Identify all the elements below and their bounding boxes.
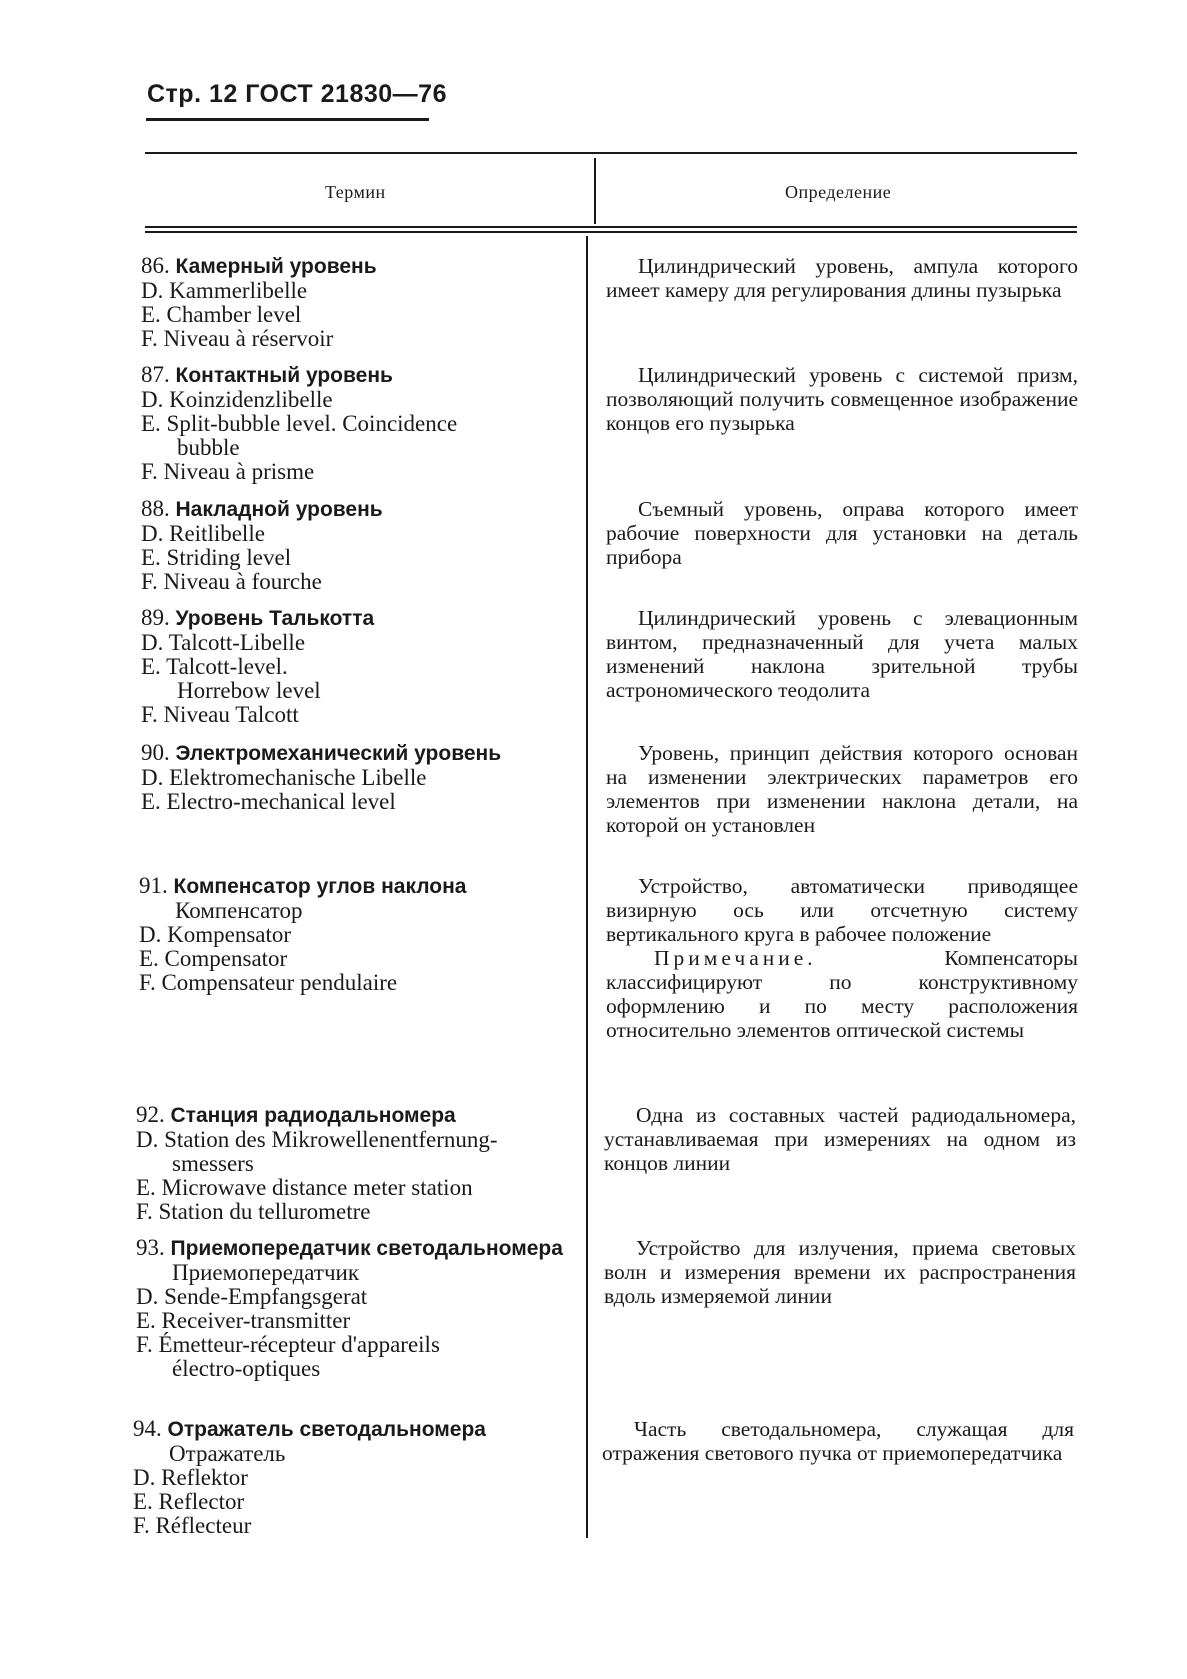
table-header-rule-double <box>145 231 1077 233</box>
column-divider <box>586 236 588 1538</box>
term-entry-88: 88. Накладной уровень D. Reitlibelle E. Striding level F. Niveau à fourche <box>141 496 383 594</box>
definition-94: Часть светодальномера, служащая для отражения светового пучка от приемопередатчика <box>602 1417 1074 1465</box>
definition-93: Устройство для излучения, приема световых волн и измерения времени их распространения вдоль измеряемой линии <box>604 1236 1076 1308</box>
table-header-rule <box>145 226 1077 228</box>
term-title: Отражатель светодальномера <box>167 1418 486 1441</box>
definition-87: Цилиндрический уровень с системой призм, позволяющий получить совмещенное изображение концов его пузырька <box>606 363 1078 435</box>
header-rule <box>146 118 429 121</box>
definition-88: Съемный уровень, оправа которого имеет рабочие поверхности для установки на деталь прибора <box>606 497 1078 569</box>
note-text: Компенсаторы классифицируют по конструктивному оформлению и по месту расположения относительно элементов оптической системы <box>606 946 1078 1042</box>
column-header-divider <box>594 158 596 224</box>
definition-86: Цилиндрический уровень, ампула которого имеет камеру для регулирования длины пузырька <box>606 254 1078 302</box>
column-header-definition: Определение <box>785 182 892 202</box>
term-title: Станция радиодальномера <box>170 1104 456 1127</box>
note-label: Примечание. <box>654 946 817 970</box>
table-top-rule <box>145 152 1077 154</box>
term-title: Электромеханический уровень <box>175 742 502 765</box>
term-title: Камерный уровень <box>175 255 377 278</box>
definition-90: Уровень, принцип действия которого основан на изменении электрических параметров его элементов при изменении наклона детали, на которой он установлен <box>606 741 1078 837</box>
page-header: Стр. 12 ГОСТ 21830—76 <box>147 80 447 108</box>
term-entry-87: 87. Контактный уровень D. Koinzidenzlibelle E. Split-bubble level. Coincidence bubble F. Niveau à prisme <box>141 362 458 484</box>
term-title: Компенсатор углов наклона <box>173 875 467 898</box>
term-entry-94: 94. Отражатель светодальномера Отражатель D. Reflektor E. Reflector F. Réflecteur <box>133 1416 486 1538</box>
term-entry-93: 93. Приемопередатчик светодальномера Приемопередатчик D. Sende-Empfangsgerat E. Receiver-transmitter F. Émetteur-récepteur d'appareils électro-optiques <box>136 1235 563 1381</box>
term-entry-90: 90. Электромеханический уровень D. Elektromechanische Libelle E. Electro-mechanical level <box>141 740 502 814</box>
term-title: Уровень Талькотта <box>175 607 375 630</box>
term-entry-86: 86. Камерный уровень D. Kammerlibelle E. Chamber level F. Niveau à réservoir <box>141 253 377 351</box>
term-title: Накладной уровень <box>175 498 383 521</box>
column-header-term: Термин <box>325 182 386 202</box>
term-title: Контактный уровень <box>175 364 393 387</box>
term-entry-89: 89. Уровень Талькотта D. Talcott-Libelle E. Talcott-level. Horrebow level F. Niveau Talcott <box>141 605 375 727</box>
definition-91: Устройство, автоматически приводящее визирную ось или отсчетную систему вертикального круга в рабочее положение Примечание. Компенсаторы классифицируют по конструктивному оформлению и по месту расположения относительно элементов оптической системы <box>606 874 1078 1042</box>
definition-89: Цилиндрический уровень с элевационным винтом, предназначенный для учета малых изменений наклона зрительной трубы астрономического теодолита <box>606 606 1078 702</box>
term-entry-92: 92. Станция радиодальномера D. Station des Mikrowellenentfernung- smessers E. Microwave distance meter station F. Station du tellurometre <box>136 1102 498 1224</box>
term-title: Приемопередатчик светодальномера <box>170 1237 563 1260</box>
definition-92: Одна из составных частей радиодальномера, устанавливаемая при измерениях на одном из концов линии <box>604 1103 1076 1175</box>
term-entry-91: 91. Компенсатор углов наклона Компенсатор D. Kompensator E. Compensator F. Compensateur pendulaire <box>139 873 467 995</box>
